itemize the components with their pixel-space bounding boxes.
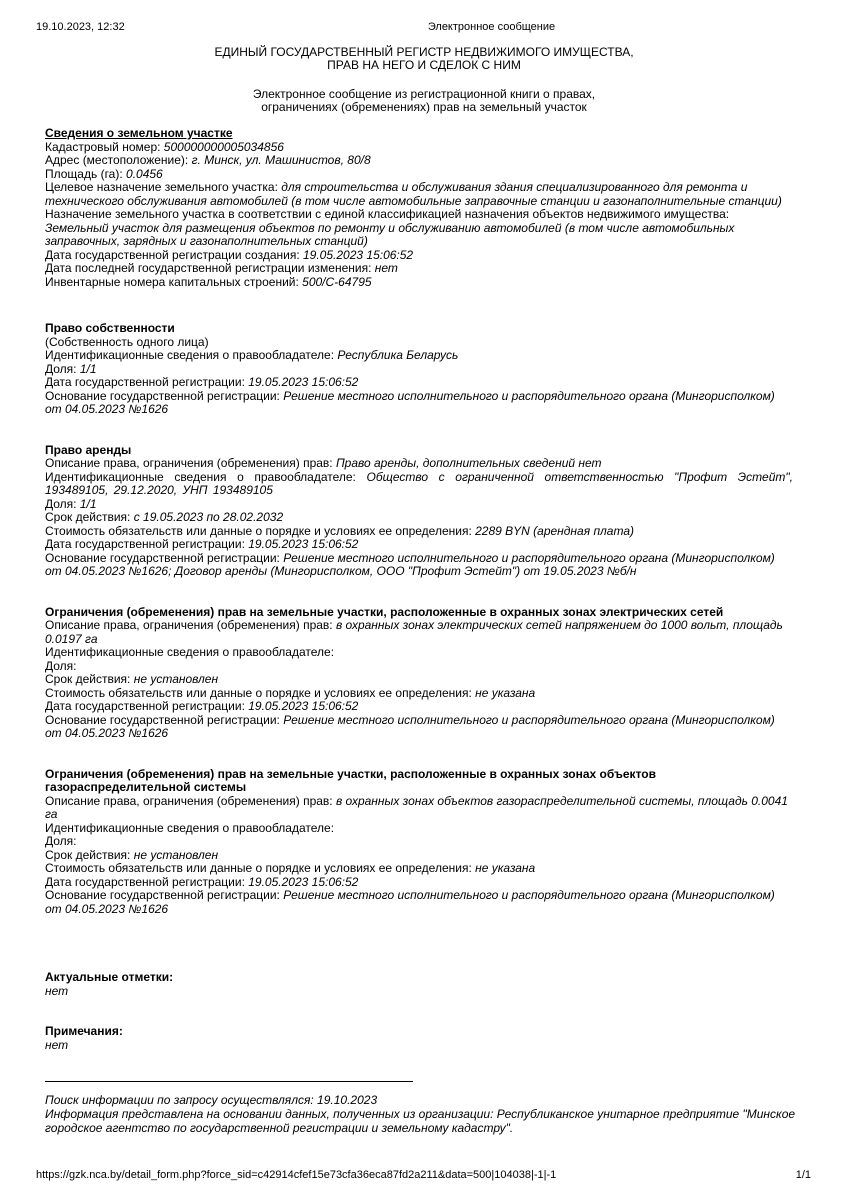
ownership-holder: Идентификационные сведения о правообладателе: Республика Беларусь [45, 348, 459, 362]
lease-section [45, 444, 793, 579]
footer-divider [45, 1081, 413, 1082]
electric-cost: Стоимость обязательств или данные о порядке и условиях ее определения: не указана [45, 685, 536, 700]
source-line: Информация представлена на основании данных, полученных из организации: Республиканское унитарное предприятие "Минское городское агентство по государственной регистрации и земельному кадастру". [45, 1107, 796, 1135]
last-change: Дата последней государственной регистрации изменения: нет [45, 261, 398, 275]
remarks-section [45, 1025, 805, 1052]
print-datetime: 19.10.2023, 12:32 [36, 21, 125, 33]
classification: Назначение земельного участка в соответствии с единой классификацией назначения объектов недвижимого имущества: Земельный участок для размещения объектов по ремонту и обслуживанию автомобилей (в том числе автомобильных заправочных, зарядных и газонаполнительных станций) [45, 207, 735, 248]
inventory-numbers: Инвентарные номера капитальных строений: 500/C-64795 [45, 274, 372, 289]
gas-share: Доля: [45, 834, 77, 848]
electric-restriction-title: Ограничения (обременения) прав на земельные участки, расположенные в охранных зонах электрических сетей [45, 604, 724, 619]
remarks-value: нет [45, 1037, 69, 1052]
ownership-basis: Основание государственной регистрации: Решение местного исполнительного и распорядительного органа (Мингорисполком) от 04.05.2023 №1626 [45, 388, 775, 416]
electric-term: Срок действия: не установлен [45, 672, 219, 686]
lease-reg-date: Дата государственной регистрации: 19.05.2023 15:06:52 [45, 537, 359, 551]
electric-description: Описание права, ограничения (обременения) прав: в охранных зонах электрических сетей напряжением до 1000 вольт, площадь 0.0197 га [45, 618, 783, 646]
ownership-title: Право собственности [45, 321, 175, 335]
page-number: 1/1 [795, 1169, 811, 1181]
electric-reg-date: Дата государственной регистрации: 19.05.2023 15:06:52 [45, 699, 359, 713]
electric-basis: Основание государственной регистрации: Решение местного исполнительного и распорядительного органа (Мингорисполком) от 04.05.2023 №1626 [45, 712, 775, 740]
electric-restriction-section [45, 606, 793, 741]
land-plot-title: Сведения о земельном участке [45, 126, 233, 140]
lease-term: Срок действия: с 19.05.2023 по 28.02.2032 [45, 510, 284, 524]
gas-restriction-section [45, 768, 793, 917]
electric-share: Доля: [45, 658, 77, 673]
current-marks-section [45, 971, 805, 998]
print-page-title: Электронное сообщение [427, 21, 556, 33]
lease-description: Описание права, ограничения (обременения) прав: Право аренды, дополнительных сведений нет [45, 456, 602, 470]
lease-basis: Основание государственной регистрации: Решение местного исполнительного и распорядительного органа (Мингорисполком) от 04.05.2023 №1626; Договор аренды (Мингорисполком, ООО "Профит Эстейт") от 19.05.2023 №б/н [45, 550, 775, 578]
lease-share: Доля: 1/1 [45, 496, 97, 511]
subheading-line-1: Электронное сообщение из регистрационной книги о правах, [252, 87, 596, 101]
page-url: https://gzk.nca.by/detail_form.php?force_sid=c42914cfef15e73cfa36eca87fd2a211&data=500|104038|-1|-1 [36, 1169, 557, 1181]
document-body [45, 127, 793, 916]
footer-info [45, 1093, 805, 1135]
gas-cost: Стоимость обязательств или данные о порядке и условиях ее определения: не указана [45, 861, 536, 875]
current-marks-value: нет [45, 983, 69, 998]
subheading-line-2: ограничениях (обременениях) прав на земельный участок [261, 100, 587, 114]
current-marks-title: Актуальные отметки: [45, 970, 174, 984]
ownership-section [45, 322, 793, 417]
gas-holder: Идентификационные сведения о правообладателе: [45, 820, 335, 835]
gas-reg-date: Дата государственной регистрации: 19.05.2023 15:06:52 [45, 874, 359, 889]
lease-holder: Идентификационные сведения о правообладателе: Общество с ограниченной ответственностью "Профит Эстейт", 193489105, 29.12.2020, УНП 193489105 [45, 469, 793, 497]
search-date-line: Поиск информации по запросу осуществлялся: 19.10.2023 [45, 1093, 378, 1107]
purpose: Целевое назначение земельного участка: для строительства и обслуживания здания специализированного для ремонта и технического обслуживания автомобилей (в том числе автомобильные заправочные станции и газонаполнительные станции) [45, 180, 782, 208]
ownership-reg-date: Дата государственной регистрации: 19.05.2023 15:06:52 [45, 375, 359, 389]
land-plot-section [45, 127, 793, 289]
heading-line-1: ЕДИНЫЙ ГОСУДАРСТВЕННЫЙ РЕГИСТР НЕДВИЖИМОГО ИМУЩЕСТВА, [214, 45, 634, 59]
gas-basis: Основание государственной регистрации: Решение местного исполнительного и распорядительного органа (Мингорисполком) от 04.05.2023 №1626 [45, 888, 775, 916]
gas-description: Описание права, ограничения (обременения) прав: в охранных зонах объектов газораспределительной системы, площадь 0.0041 га [45, 793, 788, 821]
document-subheading [0, 88, 848, 114]
cadastral-number: Кадастровый номер: 500000000005034856 [45, 139, 284, 154]
reg-created: Дата государственной регистрации создания: 19.05.2023 15:06:52 [45, 247, 414, 262]
electric-holder: Идентификационные сведения о правообладателе: [45, 645, 335, 659]
heading-line-2: ПРАВ НА НЕГО И СДЕЛОК С НИМ [327, 58, 521, 72]
document-heading [0, 46, 848, 72]
ownership-type: (Собственность одного лица) [45, 334, 209, 349]
lease-cost: Стоимость обязательств или данные о порядке и условиях ее определения: 2289 BYN (арендная плата) [45, 523, 635, 538]
lease-title: Право аренды [45, 442, 132, 457]
remarks-title: Примечания: [45, 1024, 123, 1038]
gas-term: Срок действия: не установлен [45, 847, 219, 862]
gas-restriction-title: Ограничения (обременения) прав на земельные участки, расположенные в охранных зонах объектов газораспределительной системы [45, 766, 656, 794]
address: Адрес (местоположение): г. Минск, ул. Машинистов, 80/8 [45, 153, 371, 167]
area: Площадь (га): 0.0456 [45, 166, 163, 181]
ownership-share: Доля: 1/1 [45, 361, 97, 376]
